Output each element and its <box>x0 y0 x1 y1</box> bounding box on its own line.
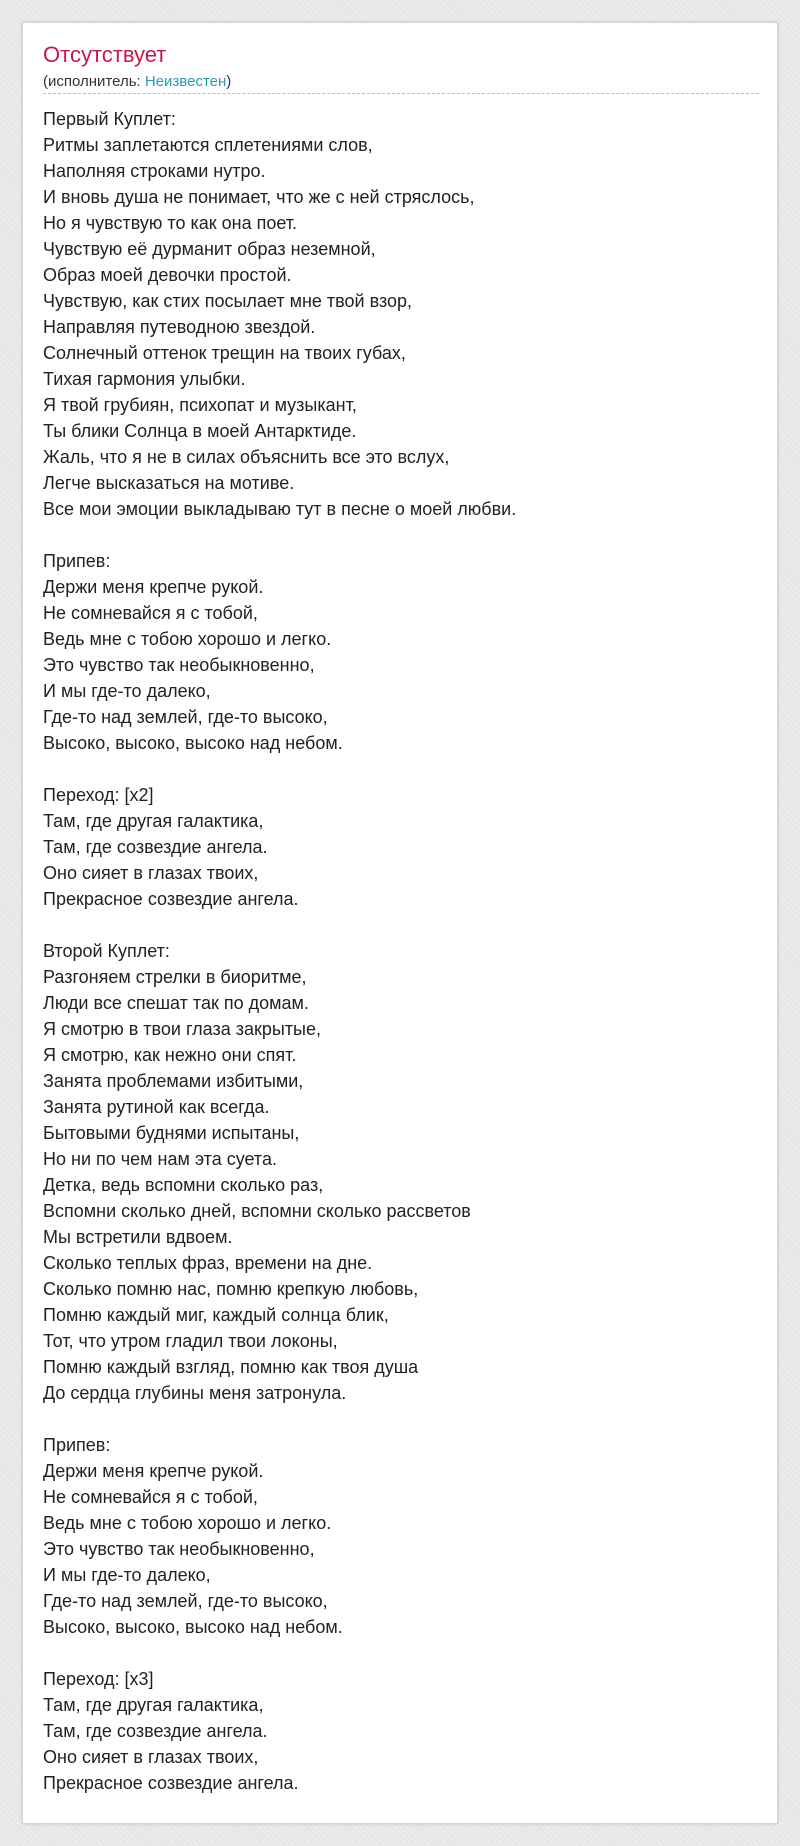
lyric-line: Высоко, высоко, высоко над небом. <box>43 1617 343 1637</box>
lyric-line: Все мои эмоции выкладываю тут в песне о моей любви. <box>43 499 517 519</box>
lyric-line: Ведь мне с тобою хорошо и легко. <box>43 1513 332 1533</box>
lyric-line: Это чувство так необыкновенно, <box>43 655 315 675</box>
stanza-break <box>43 522 759 548</box>
lyric-line: Но я чувствую то как она поет. <box>43 213 298 233</box>
lyric-line: Где-то над землей, где-то высоко, <box>43 707 328 727</box>
lyric-line: Помню каждый миг, каждый солнца блик, <box>43 1305 389 1325</box>
lyric-line: Я твой грубиян, психопат и музыкант, <box>43 395 357 415</box>
lyrics-text <box>43 106 759 1796</box>
lyric-line: Сколько помню нас, помню крепкую любовь, <box>43 1279 419 1299</box>
lyric-line: Жаль, что я не в силах объяснить все это вслух, <box>43 447 450 467</box>
lyric-line: Высоко, высоко, высоко над небом. <box>43 733 343 753</box>
lyric-line: Переход: [x3] <box>43 1669 154 1689</box>
lyric-line: Чувствую, как стих посылает мне твой взор, <box>43 291 413 311</box>
artist-prefix: (исполнитель: <box>43 73 145 90</box>
artist-suffix: ) <box>226 73 232 90</box>
lyric-line: Держи меня крепче рукой. <box>43 1461 264 1481</box>
stanza-break <box>43 756 759 782</box>
lyric-line: И мы где-то далеко, <box>43 1565 211 1585</box>
lyric-line: И вновь душа не понимает, что же с ней стряслось, <box>43 187 475 207</box>
lyric-line: Солнечный оттенок трещин на твоих губах, <box>43 343 406 363</box>
lyric-line: Не сомневайся я с тобой, <box>43 603 258 623</box>
lyrics-card <box>22 22 778 1824</box>
lyric-line: Припев: <box>43 551 111 571</box>
lyric-line: Образ моей девочки простой. <box>43 265 292 285</box>
lyric-line: Припев: <box>43 1435 111 1455</box>
lyric-line: Там, где другая галактика, <box>43 811 264 831</box>
artist-link[interactable]: Неизвестен <box>144 73 227 90</box>
lyric-line: Первый Куплет: <box>43 109 176 129</box>
lyric-line: Я смотрю, как нежно они спят. <box>43 1045 297 1065</box>
lyric-line: Прекрасное созвездие ангела. <box>43 889 299 909</box>
lyric-line: Разгоняем стрелки в биоритме, <box>43 967 307 987</box>
lyric-line: Сколько теплых фраз, времени на дне. <box>43 1253 373 1273</box>
lyric-line: Переход: [x2] <box>43 785 154 805</box>
artist-line <box>43 73 231 91</box>
lyric-line: И мы где-то далеко, <box>43 681 211 701</box>
lyric-line: Занята рутиной как всегда. <box>43 1097 270 1117</box>
lyric-line: Но ни по чем нам эта суета. <box>43 1149 277 1169</box>
lyric-line: Люди все спешат так по домам. <box>43 993 309 1013</box>
lyric-line: Помню каждый взгляд, помню как твоя душа <box>43 1357 419 1377</box>
lyric-line: Оно сияет в глазах твоих, <box>43 1747 259 1767</box>
lyric-line: Бытовыми буднями испытаны, <box>43 1123 300 1143</box>
lyric-line: Ритмы заплетаются сплетениями слов, <box>43 135 373 155</box>
stanza-break <box>43 1406 759 1432</box>
lyric-line: Тот, что утром гладил твои локоны, <box>43 1331 338 1351</box>
stanza-break <box>43 1640 759 1666</box>
lyric-line: Там, где другая галактика, <box>43 1695 264 1715</box>
song-title: Отсутствует <box>43 42 167 67</box>
lyric-line: Держи меня крепче рукой. <box>43 577 264 597</box>
lyric-line: Занята проблемами избитыми, <box>43 1071 304 1091</box>
lyric-line: Не сомневайся я с тобой, <box>43 1487 258 1507</box>
lyric-line: Это чувство так необыкновенно, <box>43 1539 315 1559</box>
lyric-line: Ведь мне с тобою хорошо и легко. <box>43 629 332 649</box>
stanza-break <box>43 912 759 938</box>
lyric-line: Прекрасное созвездие ангела. <box>43 1773 299 1793</box>
lyric-line: Ты блики Солнца в моей Антарктиде. <box>43 421 357 441</box>
lyric-line: Там, где созвездие ангела. <box>43 1721 268 1741</box>
lyric-line: Легче высказаться на мотиве. <box>43 473 295 493</box>
lyric-line: Чувствую её дурманит образ неземной, <box>43 239 376 259</box>
lyric-line: Детка, ведь вспомни сколько раз, <box>43 1175 324 1195</box>
lyric-line: Оно сияет в глазах твоих, <box>43 863 259 883</box>
lyric-line: Наполняя строками нутро. <box>43 161 266 181</box>
lyric-line: Тихая гармония улыбки. <box>43 369 246 389</box>
divider <box>43 93 759 94</box>
lyric-line: Я смотрю в твои глаза закрытые, <box>43 1019 322 1039</box>
lyric-line: Вспомни сколько дней, вспомни сколько рассветов <box>43 1201 471 1221</box>
lyric-line: Там, где созвездие ангела. <box>43 837 268 857</box>
lyric-line: Где-то над землей, где-то высоко, <box>43 1591 328 1611</box>
lyric-line: Второй Куплет: <box>43 941 170 961</box>
lyric-line: Мы встретили вдвоем. <box>43 1227 233 1247</box>
lyric-line: Направляя путеводною звездой. <box>43 317 316 337</box>
lyric-line: До сердца глубины меня затронула. <box>43 1383 347 1403</box>
